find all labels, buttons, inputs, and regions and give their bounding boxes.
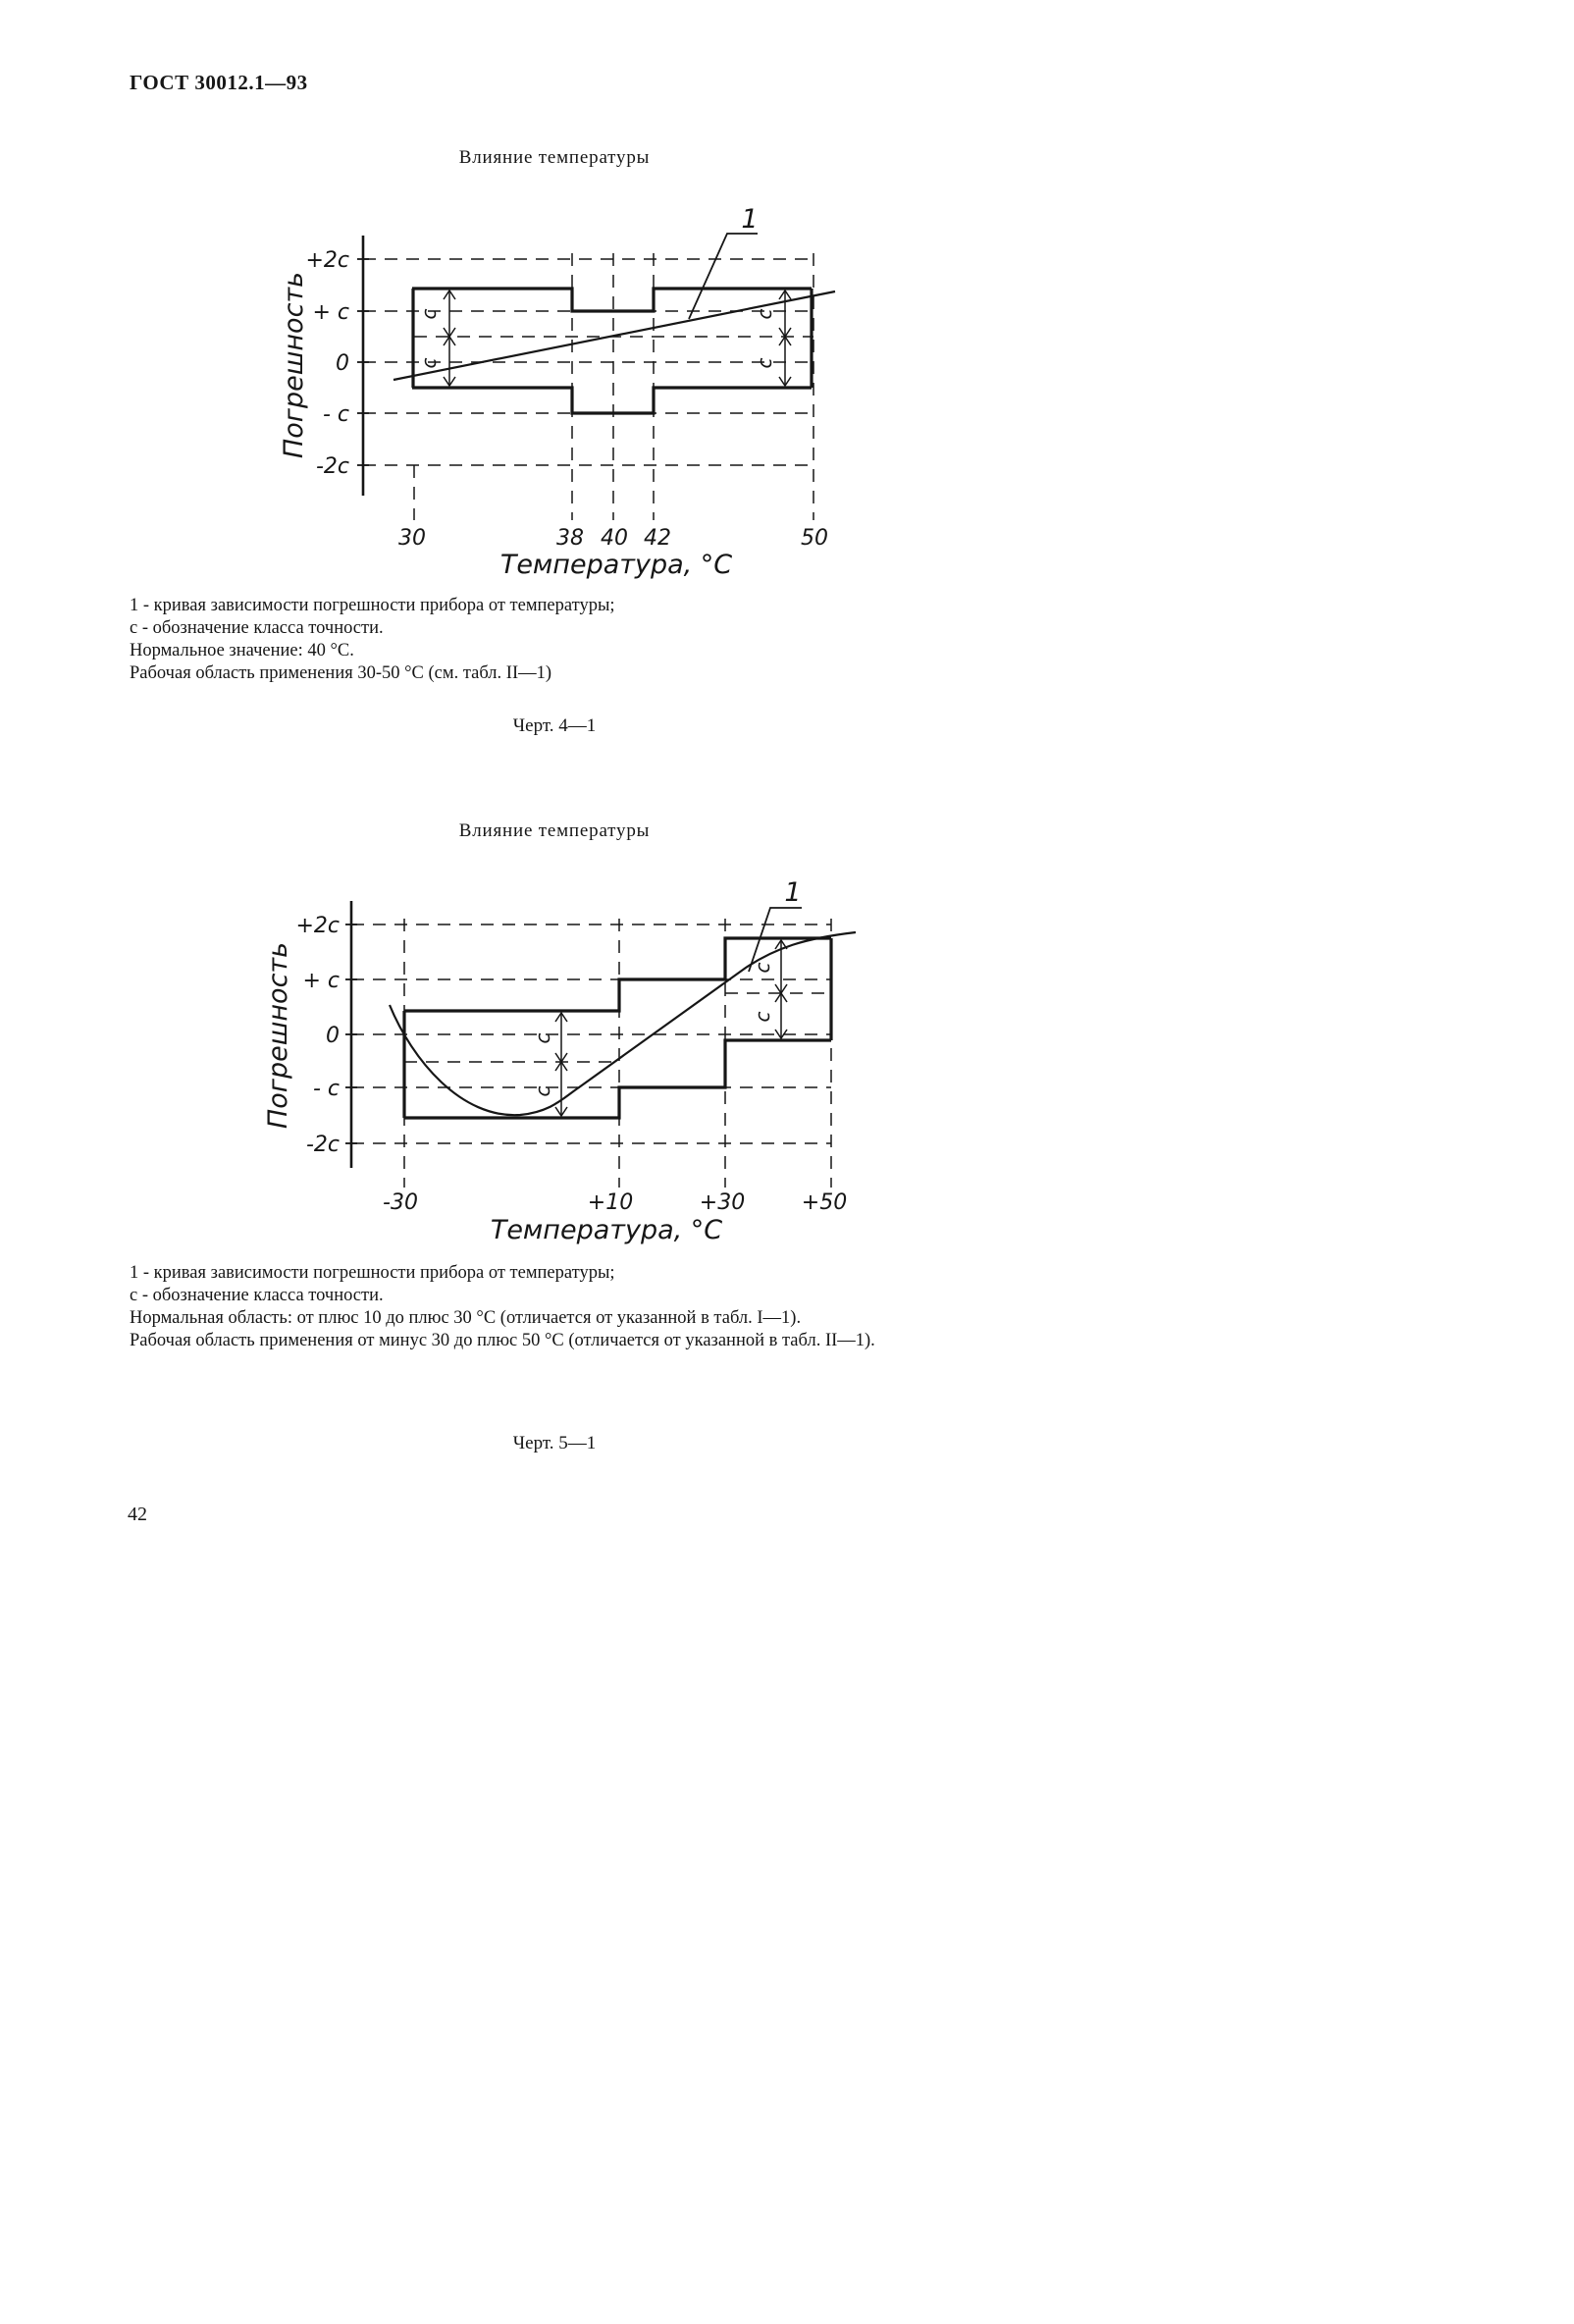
fig2-ytick-minus2c: -2с: [305, 1133, 340, 1157]
fig2-caption-line: Нормальная область: от плюс 10 до плюс 30 °С (отличается от указанной в табл. I—1).: [130, 1308, 802, 1328]
fig2-ytick-plus2c: +2с: [295, 914, 340, 938]
fig2-ytick-plusc: + с: [302, 969, 340, 993]
fig1-dim-label-left-top: с: [417, 308, 441, 320]
fig2-xtick-p30: +30: [699, 1190, 746, 1215]
fig2-xlabel: Температура, °С: [490, 1215, 723, 1245]
fig2-upper-limit: [404, 938, 831, 1011]
fig1-caption-line: Рабочая область применения 30-50 °С (см. табл. II—1): [130, 663, 552, 683]
fig1-ytick-zero: 0: [336, 351, 349, 376]
fig1-xtick-38: 38: [556, 526, 584, 551]
fig2-curve-label: 1: [784, 877, 802, 908]
fig2-caption-line: с - обозначение класса точности.: [130, 1286, 384, 1305]
fig1-xtick-40: 40: [601, 526, 628, 551]
figure2-chart: [0, 0, 1036, 1266]
fig1-xtick-42: 42: [644, 526, 671, 551]
fig2-dim-left: [555, 1013, 567, 1116]
fig2-ytick-minusc: - с: [312, 1077, 340, 1101]
figure1-title: Влияние температуры: [458, 147, 651, 168]
fig1-ytick-minus2c: -2с: [315, 454, 349, 479]
document-header: ГОСТ 30012.1—93: [130, 71, 308, 94]
fig2-caption-line: 1 - кривая зависимости погрешности прибора от температуры;: [130, 1263, 615, 1283]
fig1-caption-line: Нормальное значение: 40 °С.: [130, 641, 354, 660]
figure2-title: Влияние температуры: [458, 820, 651, 841]
fig2-ylabel: Погрешность: [263, 941, 293, 1130]
fig1-caption-line: 1 - кривая зависимости погрешности прибора от температуры;: [130, 596, 615, 615]
fig2-dim-label-left-bottom: с: [531, 1085, 554, 1097]
page-number: 42: [128, 1504, 147, 1525]
fig1-ylabel: Погрешность: [279, 271, 309, 459]
fig1-ytick-plusc: + с: [312, 300, 349, 325]
fig1-caption-line: с - обозначение класса точности.: [130, 618, 384, 638]
fig2-dim-label-left-top: с: [531, 1032, 554, 1044]
figure2-caption: [130, 1262, 985, 1352]
fig1-dim-label-right-top: с: [753, 308, 776, 320]
fig1-xlabel: Температура, °С: [499, 550, 733, 580]
fig2-xtick-m30: -30: [383, 1190, 418, 1215]
fig2-caption-line: Рабочая область применения от минус 30 до плюс 50 °С (отличается от указанной в табл. II—1).: [130, 1331, 875, 1350]
fig2-xtick-p10: +10: [587, 1190, 634, 1215]
fig2-xtick-p50: +50: [801, 1190, 848, 1215]
fig2-ytick-zero: 0: [326, 1024, 340, 1048]
fig1-dim-label-left-bottom: с: [417, 357, 441, 369]
fig1-ytick-plus2c: +2с: [305, 248, 349, 273]
figure2-label: Черт. 5—1: [512, 1433, 597, 1453]
fig1-dim-label-right-bottom: с: [753, 357, 776, 369]
fig1-xtick-30: 30: [398, 526, 426, 551]
fig2-lower-limit: [404, 1040, 831, 1118]
fig2-dim-label-right-bottom: с: [751, 1011, 774, 1023]
fig2-dim-label-right-top: с: [751, 962, 774, 974]
fig1-xtick-50: 50: [801, 526, 828, 551]
fig1-ytick-minusc: - с: [322, 402, 349, 427]
fig1-curve-label: 1: [741, 204, 759, 235]
figure1-label: Черт. 4—1: [512, 715, 597, 736]
fig2-dim-right: [775, 940, 787, 1038]
